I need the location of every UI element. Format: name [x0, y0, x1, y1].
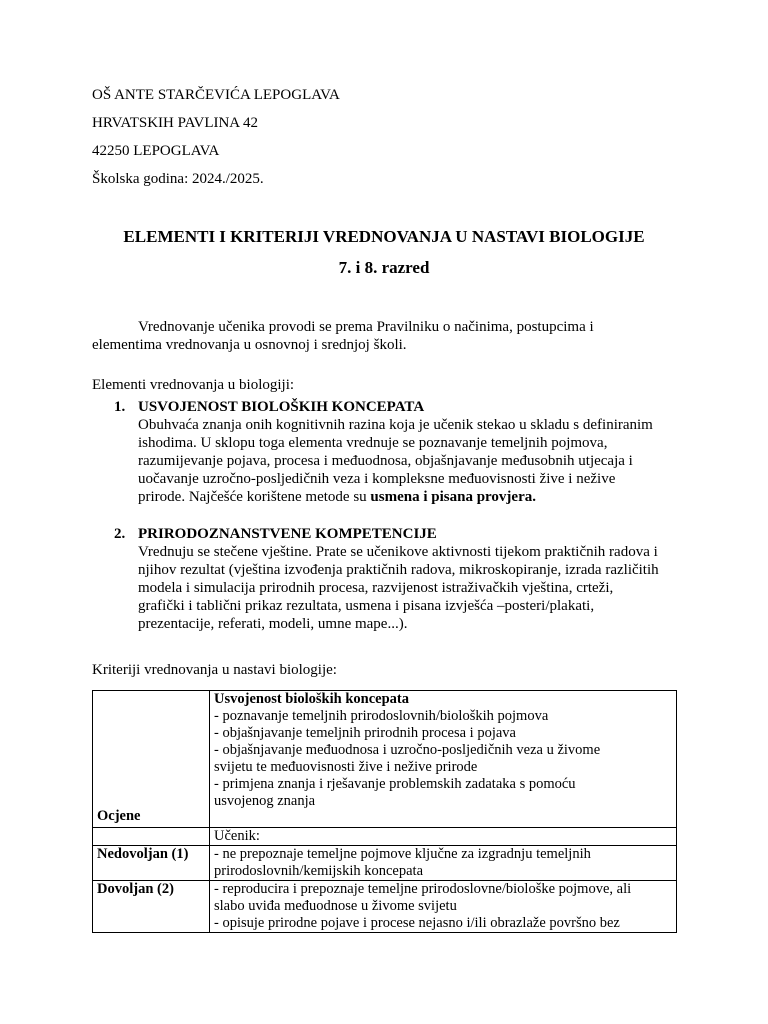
grade-criteria [210, 881, 677, 933]
empty-cell [93, 828, 210, 846]
criteria-label: Kriteriji vrednovanja u nastavi biologije: [92, 662, 337, 678]
school-street: HRVATSKIH PAVLINA 42 [92, 115, 259, 131]
concept-header: Usvojenost bioloških koncepata [214, 691, 409, 707]
element-heading: USVOJENOST BIOLOŠKIH KONCEPATA [138, 399, 425, 415]
document-subtitle: 7. i 8. razred [338, 258, 430, 277]
criteria-line: - ne prepoznaje temeljne pojmove ključne za izgradnju temeljnih [214, 846, 591, 862]
grade-criteria [210, 846, 677, 881]
criteria-table [92, 690, 677, 933]
element-heading: PRIRODOZNANSTVENE KOMPETENCIJE [138, 526, 437, 542]
element-description [138, 543, 683, 633]
criteria-line: - opisuje prirodne pojave i procese nejasno i/ili obrazlaže površno bez [214, 915, 620, 931]
description-line: grafički i tablični prikaz rezultata, usmena i pisana izvješća –posteri/plakati, [138, 598, 595, 614]
description-line: razumijevanje pojava, procesa i međuodnosa, objašnjavanje međusobnih utjecaja i [138, 453, 633, 469]
criteria-line: prirodoslovnih/kemijskih koncepata [214, 863, 424, 879]
school-city: 42250 LEPOGLAVA [92, 143, 220, 159]
description-line: uočavanje uzročno-posljedičnih veza i kompleksne međuovisnosti žive i nežive [138, 471, 616, 487]
element-description [138, 416, 683, 506]
description-line: ishodima. U sklopu toga elementa vrednuje se poznavanje temeljnih pojmova, [138, 435, 608, 451]
intro-text: Vrednovanje učenika provodi se prema Pravilniku o načinima, postupcima i elementima vrednovanja u osnovnoj i srednjoj školi. [92, 319, 594, 353]
description-line [138, 488, 683, 506]
concept-line: - objašnjavanje međuodnosa i uzročno-posljedičnih veza u živome [214, 742, 601, 758]
concept-header-cell [210, 691, 677, 828]
elements-label: Elementi vrednovanja u biologiji: [92, 377, 295, 393]
concept-line: - primjena znanja i rješavanje problemskih zadataka s pomoću [214, 776, 576, 792]
description-line: Obuhvaća znanja onih kognitivnih razina koja je učenik stekao u skladu s definiranim [138, 417, 653, 433]
table-row [93, 828, 677, 846]
criteria-line: - reproducira i prepoznaje temeljne prirodoslovne/biološke pojmove, ali [214, 881, 632, 897]
school-name: OŠ ANTE STARČEVIĆA LEPOGLAVA [92, 87, 340, 103]
table-row [93, 881, 677, 933]
concept-line: usvojenog znanja [214, 793, 316, 809]
methods-text: prirode. Najčešće korištene metode su [138, 489, 371, 505]
grades-header: Ocjene [93, 691, 210, 828]
concept-spacer [214, 810, 672, 827]
grade-label: Dovoljan (2) [93, 881, 210, 933]
element-number: 2. [114, 526, 126, 542]
grade-label: Nedovoljan (1) [93, 846, 210, 881]
concept-line: - objašnjavanje temeljnih prirodnih procesa i pojava [214, 725, 516, 741]
methods-emphasis: usmena i pisana provjera. [370, 489, 536, 505]
concept-line: svijetu te međuovisnosti žive i nežive prirode [214, 759, 478, 775]
concept-line: - poznavanje temeljnih prirodoslovnih/bioloških pojmova [214, 708, 549, 724]
criteria-line: slabo uviđa međuodnose u živome svijetu [214, 898, 457, 914]
document-title: ELEMENTI I KRITERIJI VREDNOVANJA U NASTAVI BIOLOGIJE [123, 227, 645, 246]
description-line: njihov rezultat (vještina izvođenja praktičnih radova, mikroskopiranje, izrada različitih [138, 562, 659, 578]
intro-paragraph [92, 318, 652, 354]
student-label: Učenik: [210, 828, 677, 846]
description-line: prezentacije, referati, modeli, umne mape...). [138, 616, 408, 632]
table-row [93, 846, 677, 881]
description-line: Vrednuju se stečene vještine. Prate se učenikove aktivnosti tijekom praktičnih radova i [138, 544, 658, 560]
school-year: Školska godina: 2024./2025. [92, 171, 264, 187]
table-header-row [93, 691, 677, 828]
description-line: modela i simulacija prirodnih procesa, razvijenost istraživačkih vještina, crteži, [138, 580, 614, 596]
element-number: 1. [114, 399, 126, 415]
